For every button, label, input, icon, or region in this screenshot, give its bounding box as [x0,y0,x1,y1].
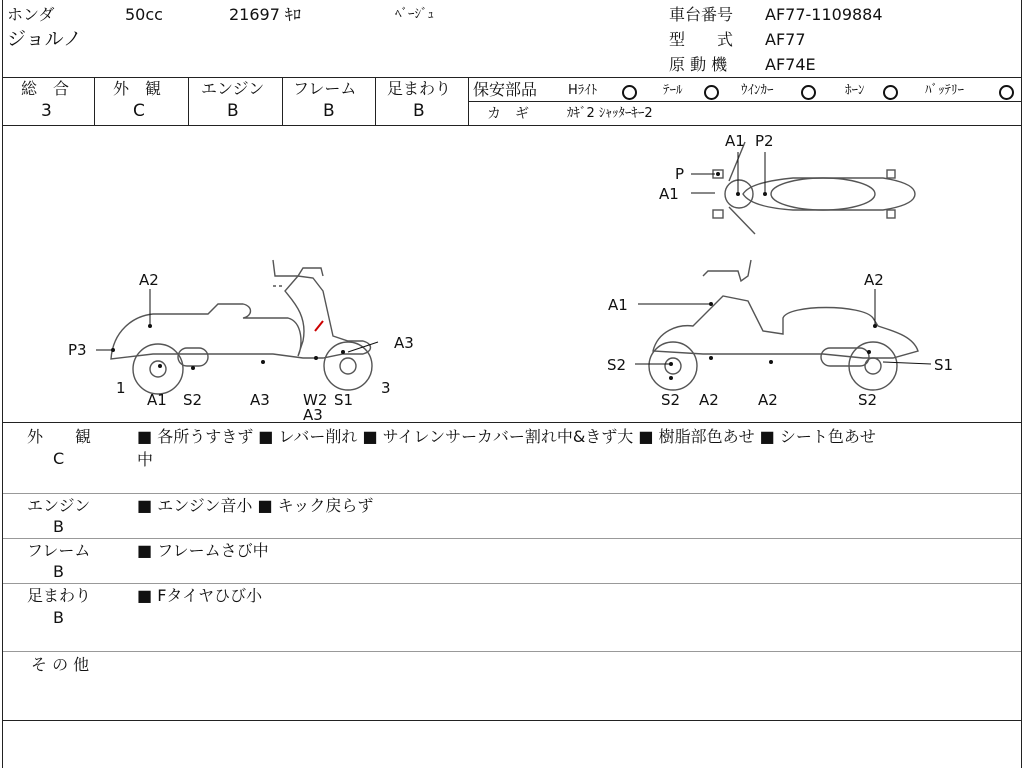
divider [3,77,1021,78]
exterior-label: 外 観 [113,79,162,98]
label-top-a1-b: A1 [659,185,679,203]
notes-engine-label: エンジン [27,496,91,515]
notes-engine-grade: B [53,517,64,536]
label-left-a2: A2 [139,271,159,289]
notes-exterior-text-2: 中 [137,450,154,469]
notes-frame-text: ■ フレームさび中 [137,541,269,560]
maker: ホンダ [7,5,55,24]
frame-grade-label: フレーム [293,79,357,98]
label-left-s1: S1 [334,391,354,409]
notes-frame-label: フレーム [27,541,91,560]
frame-no: AF77-1109884 [765,5,883,24]
label-left-p3: P3 [68,341,87,359]
label-right-s2-b: S2 [661,391,681,409]
notes-suspension-grade: B [53,608,64,627]
tail-label: ﾃｰﾙ [663,83,683,98]
engine-label: 原 動 機 [669,55,728,74]
label-right-a1: A1 [608,296,628,314]
engine-value: AF74E [765,55,816,74]
headlight-ok-icon [622,83,637,101]
label-right-s2-a: S2 [607,356,627,374]
label-left-s2: S2 [183,391,203,409]
winker-label: ｳｲﾝｶｰ [741,83,774,98]
displacement: 50cc [125,5,163,24]
safety-label: 保安部品 [473,80,538,99]
label-top-p: P [675,165,685,183]
horn-label: ﾎｰﾝ [845,83,865,98]
exterior-grade: C [133,101,145,121]
label-left-w2: W2 [303,391,328,409]
inspection-sheet [2,0,1022,768]
horn-ok-icon [883,83,898,101]
label-top-a1-a: A1 [725,132,745,150]
notes-frame-grade: B [53,562,64,581]
tail-ok-icon [704,83,719,101]
label-left-3: 3 [381,379,391,397]
notes-other-label: そ の 他 [31,655,90,674]
notes-engine-text: ■ エンジン音小 ■ キック戻らず [137,496,374,515]
overall-label: 総 合 [21,79,70,98]
label-left-a1: A1 [147,391,167,409]
notes-suspension-text: ■ Fタイヤひび小 [137,586,263,605]
frame-grade: B [323,101,335,121]
label-right-s1: S1 [934,356,954,374]
overall-grade: 3 [41,101,52,121]
suspension-grade-label: 足まわり [387,79,452,98]
engine-grade: B [227,101,239,121]
label-right-a2: A2 [864,271,884,289]
model-name: ジョルノ [7,28,82,50]
label-left-a3-b: A3 [303,406,323,422]
label-left-a3-a: A3 [250,391,270,409]
label-right-s2-c: S2 [858,391,878,409]
headlight-label: Hﾗｲﾄ [568,83,598,98]
body-color: ﾍﾞｰｼﾞｭ [395,7,434,22]
mileage: 21697 ｷﾛ [229,5,301,24]
key-value: ｶｷﾞ2 ｼｬｯﾀｰｷｰ2 [567,106,653,121]
frame-no-label: 車台番号 [669,5,734,24]
key-label: カ ギ [487,106,529,122]
winker-ok-icon [801,83,816,101]
type-label: 型 式 [669,30,734,49]
battery-label: ﾊﾞｯﾃﾘｰ [925,83,964,98]
engine-grade-label: エンジン [201,79,265,98]
label-right-a2-a: A2 [699,391,719,409]
top-view-scooter [713,142,915,234]
notes-exterior-grade: C [53,449,65,468]
scooter-diagram [3,126,1021,422]
battery-ok-icon [999,83,1014,101]
notes-suspension-label: 足まわり [27,586,92,605]
suspension-grade: B [413,101,425,121]
type-value: AF77 [765,30,806,49]
label-left-1: 1 [116,379,126,397]
label-right-a2-b: A2 [758,391,778,409]
label-left-a3-c: A3 [394,334,414,352]
notes-exterior-text: ■ 各所うすきず ■ レバー削れ ■ サイレンサーカバー割れ中&きず大 ■ 樹脂部色あせ ■ シート色あせ [137,427,876,446]
label-top-p2: P2 [755,132,774,150]
notes-exterior-label: 外 観 [27,427,92,446]
